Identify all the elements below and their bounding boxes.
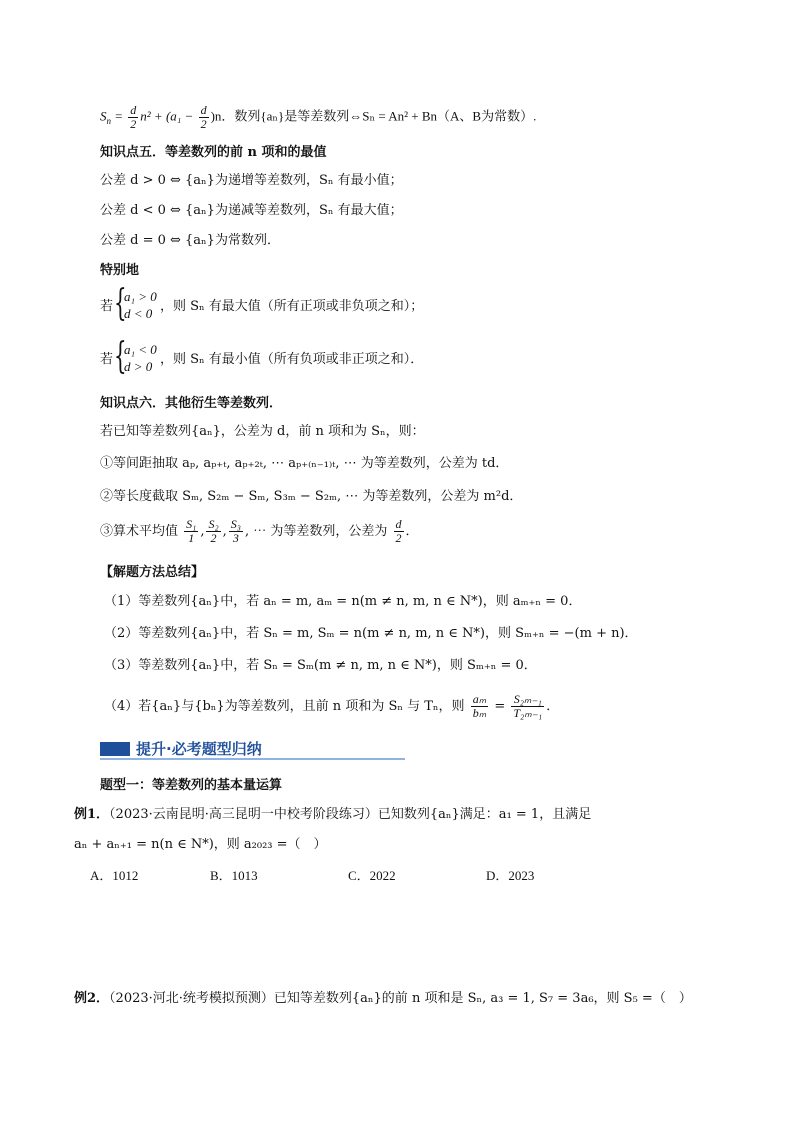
case-2-conditions <box>124 341 157 375</box>
frac-am-bm: $\frac{\text{aₘ}}{\text{bₘ}}$ <box>472 692 487 720</box>
case-1-top: a₁ > 0 <box>124 289 157 304</box>
point5-line-2: 公差 d < 0 ⇔ {aₙ}为递减等差数列，Sₙ 有最大值； <box>100 203 403 218</box>
example-2 <box>74 990 692 1008</box>
example-1-choice-a[interactable]: A．1012 <box>90 868 139 883</box>
heading-point-5: 知识点五．等差数列的前 n 项和的最值 <box>100 145 327 160</box>
case-1-conditions <box>124 288 157 322</box>
method-4-end: ． <box>546 699 560 714</box>
method-1: （1）等差数列{aₙ}中，若 aₙ = m, aₘ = n(m ≠ n, m, n ∈ N*)，则 aₘ₊ₙ = 0． <box>104 594 582 609</box>
frac-s3: $\frac{\text{S₃}}{3}$ <box>230 517 241 545</box>
method-4 <box>104 693 559 720</box>
case-1-conclusion: ，则 Sₙ 有最大值（所有正项或非负项之和）； <box>160 299 424 314</box>
frac-s2: $\frac{\text{S₂}}{2}$ <box>208 517 219 545</box>
special-label: 特别地 <box>100 263 140 278</box>
example-2-text: （2023·河北·统考模拟预测）已知等差数列{aₙ}的前 n 项和是 Sₙ, a₃ = 1, S₇ = 3a₆，则 S₅ =（ ） <box>109 991 692 1006</box>
point6-item-3-middle: ⋯ 为等差数列，公差为 <box>253 524 388 539</box>
sn-formula-tail: )n．数列{aₙ}是等差数列⇔Sₙ = An² + Bn（A、B为常数）. <box>210 108 537 124</box>
example-1-choice-b[interactable]: B．1013 <box>210 868 258 883</box>
case-2-conclusion: ，则 Sₙ 有最小值（所有负项或非正项之和）． <box>160 352 424 367</box>
example-1-label: 例1． <box>74 807 110 822</box>
frac-d-over-2-b: $\frac{d}{2}$ <box>200 103 207 131</box>
point6-item-3-end: ． <box>405 524 419 539</box>
frac-s1: $\frac{\text{S₁}}{1}$ <box>186 517 197 545</box>
sn-formula-middle: n² + (a₁ − <box>140 108 197 124</box>
example-1-choice-c[interactable]: C．2022 <box>348 868 396 883</box>
case-1-prefix: 若 <box>100 299 114 314</box>
point6-item-1: ①等间距抽取 aₚ, aₚ₊ₜ, aₚ₊₂ₜ, ⋯ aₚ₊₍ₙ₋₁₎ₜ, ⋯ 为等差数列，公差为 td． <box>100 456 509 471</box>
point6-item-3: ③算术平均值 $\frac{\text{S₁}}{1}$ , $\frac{\text{S₂}}{2}$ , $\frac{\text{S₃}}{3}$ , ⋯ 为等差数列，公差为 $\frac{d}{2}$ ． <box>100 517 419 545</box>
type-1-heading: 题型一：等差数列的基本量运算 <box>100 778 283 793</box>
method-2: （2）等差数列{aₙ}中，若 Sₙ = m, Sₘ = n(m ≠ n, m, n ∈ N*)，则 Sₘ₊ₙ = −(m + n)． <box>104 626 638 641</box>
section-header-block <box>100 742 130 756</box>
point6-item-2: ②等长度截取 Sₘ, S₂ₘ − Sₘ, S₃ₘ − S₂ₘ, ⋯ 为等差数列，公差为 m²d． <box>100 489 523 504</box>
example-1 <box>74 806 591 824</box>
method-3: （3）等差数列{aₙ}中，若 Sₙ = Sₘ(m ≠ n, m, n ∈ N*)，则 Sₘ₊ₙ = 0． <box>104 658 537 673</box>
sn-symbol: S <box>100 108 107 124</box>
point5-line-1: 公差 d > 0 ⇔ {aₙ}为递增等差数列，Sₙ 有最小值； <box>100 173 403 188</box>
frac-s-over-t: $\frac{\text{S₂ₘ₋₁}}{\text{T₂ₘ₋₁}}$ <box>513 692 543 720</box>
point5-line-3: 公差 d = 0 ⇔ {aₙ}为常数列． <box>100 233 280 248</box>
case-1-brace: { <box>114 283 127 324</box>
point6-item-3-prefix: ③算术平均值 <box>100 524 179 539</box>
case-2-prefix: 若 <box>100 352 114 367</box>
method-4-prefix: （4）若{aₙ}与{bₙ}为等差数列，且前 n 项和为 Sₙ 与 Tₙ，则 <box>104 699 465 714</box>
heading-point-6: 知识点六．其他衍生等差数列． <box>100 396 283 411</box>
point6-intro: 若已知等差数列{aₙ}，公差为 d，前 n 项和为 Sₙ，则： <box>100 424 425 439</box>
case-1-bottom: d < 0 <box>124 306 153 321</box>
example-1-text: （2023·云南昆明·高三昆明一中校考阶段练习）已知数列{aₙ}满足：a₁ = 1，且满足 <box>109 807 592 822</box>
example-2-label: 例2． <box>74 991 110 1006</box>
case-2-bottom: d > 0 <box>124 359 153 374</box>
example-1-text-2: aₙ + aₙ₊₁ = n(n ∈ N*)，则 a₂₀₂₃ =（ ） <box>74 837 327 852</box>
frac-d-over-2: $\frac{d}{2}$ <box>130 103 137 131</box>
section-title: 提升·必考题型归纳 <box>136 740 262 758</box>
case-2-top: a₁ < 0 <box>124 342 157 357</box>
method-4-equals: = <box>494 699 506 714</box>
frac-d-over-2-c: $\frac{d}{2}$ <box>395 517 402 545</box>
method-summary-title: 【解题方法总结】 <box>100 565 205 580</box>
sn-formula-line: $S_n$ = $\frac{d}{2}$ n² + (a₁ − $\frac{d}{2}$ )n．数列{aₙ}是等差数列⇔Sₙ = An² + Bn（A、B为常数）. <box>100 103 537 131</box>
section-header <box>100 738 405 760</box>
example-1-choice-d[interactable]: D．2023 <box>486 868 535 883</box>
case-2-brace: { <box>114 336 127 377</box>
